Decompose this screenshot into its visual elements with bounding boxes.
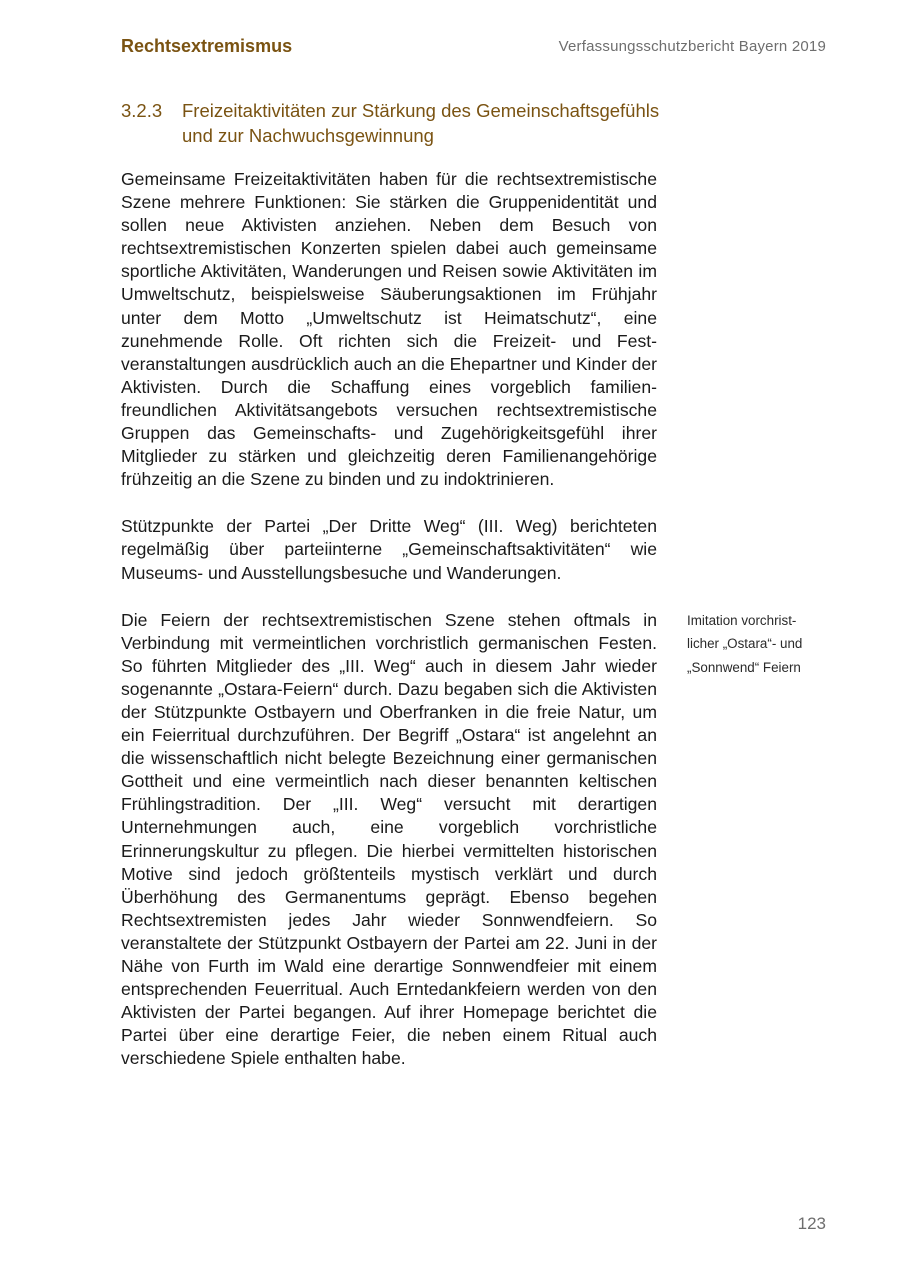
section-title: Freizeitaktivitäten zur Stärkung des Gemeinschaftsgefühls und zur Nachwuchsgewinnung xyxy=(182,100,660,146)
section-number: 3.2.3 xyxy=(121,100,163,121)
body-text xyxy=(121,168,657,1094)
paragraph-2: Stützpunkte der Partei „Der Dritte Weg“ (III. Weg) berichteten regelmäßig über parteiinterne „Gemeinschaftsaktivitäten“ wie Museums- und Ausstellungsbesuche und Wanderungen. xyxy=(121,516,657,583)
running-header-publication: Verfassungsschutzbericht Bayern 2019 xyxy=(558,38,826,55)
page-number: 123 xyxy=(797,1214,826,1233)
section-heading xyxy=(121,98,681,148)
paragraph-3: Die Feiern der rechtsextremistischen Szene stehen oftmals in Verbindung mit vermeintlichen vorchristlich germanischen Festen. So führten Mitglieder des „III. Weg“ auch in diesem Jahr wieder sogenannte „Ostara-Feiern“ durch. Dazu begaben sich die Aktivisten der Stützpunkte Ostbayern und Oberfranken in die freie Natur, um ein Feierritual durchzuführen. Der Begriff „Ostara“ ist angelehnt an die wissenschaftlich nicht belegte Bezeichnung einer germanischen Gottheit und eine vermeintlich nach dieser benannten keltischen Frühlingstradition. Der „III. Weg“ versucht mit derartigen Unternehmungen auch, eine vorgeblich vorchristliche Erinnerungskultur zu pflegen. Die hierbei vermittelten historischen Motive sind jedoch größtenteils mystisch verklärt und durch Überhöhung des Germanentums geprägt. Ebenso begehen Rechtsextremisten jedes Jahr wieder Sonnwendfeiern. So veranstaltete der Stützpunkt Ostbayern der Partei am 22. Juni in der Nähe von Furth im Wald eine derartige Sonnwendfeier mit einem entsprechenden Feuerritual. Auch Erntedankfeiern werden von den Aktivisten der Partei begangen. Auf ihrer Homepage berichtet die Partei über eine derartige Feier, die neben einem Ritual auch verschiedene Spiele enthalten habe. xyxy=(121,609,657,1069)
paragraph-1: Gemeinsame Freizeitaktivitäten haben für die rechtsextremistische Szene mehrere Funktionen: Sie stärken die Gruppenidentität und sollen neue Aktivisten anziehen. Neben dem Besuch von rechtsextremistischen Konzerten spielen dabei auch gemeinsame sportliche Aktivitäten, Wanderungen und Reisen sowie Aktivitäten im Umweltschutz, beispielsweise Säuberungsaktionen im Frühjahr unter dem Motto „Umweltschutz ist Heimatschutz“, eine zunehmende Rolle. Oft richten sich die Freizeit- und Festveranstaltungen ausdrücklich auch an die Ehepartner und Kinder der Aktivisten. Durch die Schaffung eines vorgeblich familienfreundlichen Aktivitätsangebots versuchen rechtsextremistische Gruppen das Gemeinschafts- und Zugehörigkeitsgefühl ihrer Mitglieder zu stärken und gleichzeitig deren Familienangehörige frühzeitig an die Szene zu binden und zu indoktrinieren. xyxy=(121,169,657,490)
running-header-section: Rechtsextremismus xyxy=(121,36,293,56)
margin-note: Imitation vorchrist- licher „Ostara“- und „Sonnwend“ Feiern xyxy=(687,613,803,675)
